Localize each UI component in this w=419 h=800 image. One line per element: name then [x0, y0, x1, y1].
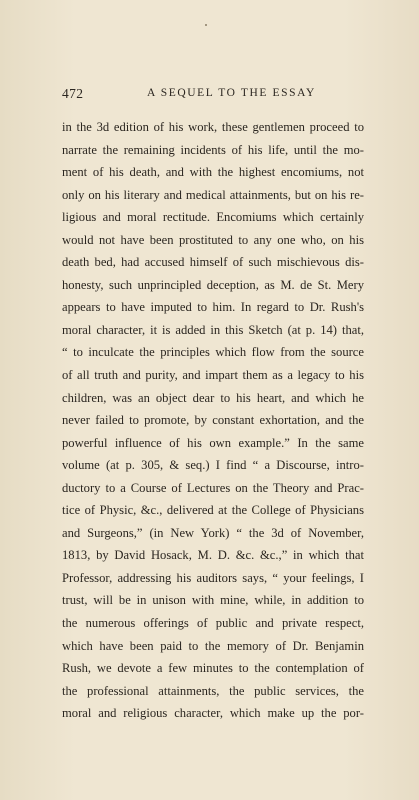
text-line: moral and religious character, which make up the por-	[62, 706, 364, 721]
page-number: 472	[62, 86, 84, 101]
text-line: death bed, had accused himself of such mischievous dis-	[62, 255, 364, 270]
text-line: 1813, by David Hosack, M. D. &c. &c.,” in which that	[62, 548, 364, 563]
text-line: “ to inculcate the principles which flow from the source	[62, 345, 364, 360]
text-line: ment of his death, and with the highest encomiums, not	[62, 165, 364, 180]
body-text	[62, 116, 364, 725]
text-line: tice of Physic, &c., delivered at the College of Physicians	[62, 503, 364, 518]
text-line: trust, will be in unison with mine, while, in addition to	[62, 593, 364, 608]
paper-speck	[205, 24, 207, 26]
text-line: Professor, addressing his auditors says, “ your feelings, I	[62, 570, 364, 585]
text-line: never failed to promote, by constant exhortation, and the	[62, 413, 364, 428]
text-line: in the 3d edition of his work, these gentlemen proceed to	[62, 120, 364, 134]
text-line: children, was an object dear to his heart, and which he	[62, 390, 364, 405]
text-line: only on his literary and medical attainments, but on his re-	[62, 187, 364, 202]
text-line: Rush, we devote a few minutes to the contemplation of	[62, 661, 364, 676]
text-line: ductory to a Course of Lectures on the Theory and Prac-	[62, 480, 364, 495]
text-line: and Surgeons,” (in New York) “ the 3d of November,	[62, 525, 364, 540]
text-line: powerful influence of his own example.” In the same	[62, 435, 364, 450]
text-line: of all truth and purity, and impart them as a legacy to his	[62, 368, 364, 383]
text-line: honesty, such unprincipled deception, as M. de St. Mery	[62, 277, 364, 292]
text-line: narrate the remaining incidents of his life, until the mo-	[62, 142, 364, 157]
text-line: would not have been prostituted to any one who, on his	[62, 232, 364, 247]
text-line: the professional attainments, the public services, the	[62, 683, 364, 698]
text-line: which have been paid to the memory of Dr. Benjamin	[62, 638, 364, 653]
running-title: A SEQUEL TO THE ESSAY	[147, 87, 316, 99]
text-line: ligious and moral rectitude. Encomiums which certainly	[62, 210, 364, 225]
text-line: the numerous offerings of public and private respect,	[62, 616, 364, 631]
text-line: moral character, it is added in this Sketch (at p. 14) that,	[62, 322, 364, 337]
text-line: appears to have imputed to him. In regard to Dr. Rush's	[62, 300, 364, 315]
text-line: volume (at p. 305, & seq.) I find “ a Discourse, intro-	[62, 458, 364, 473]
